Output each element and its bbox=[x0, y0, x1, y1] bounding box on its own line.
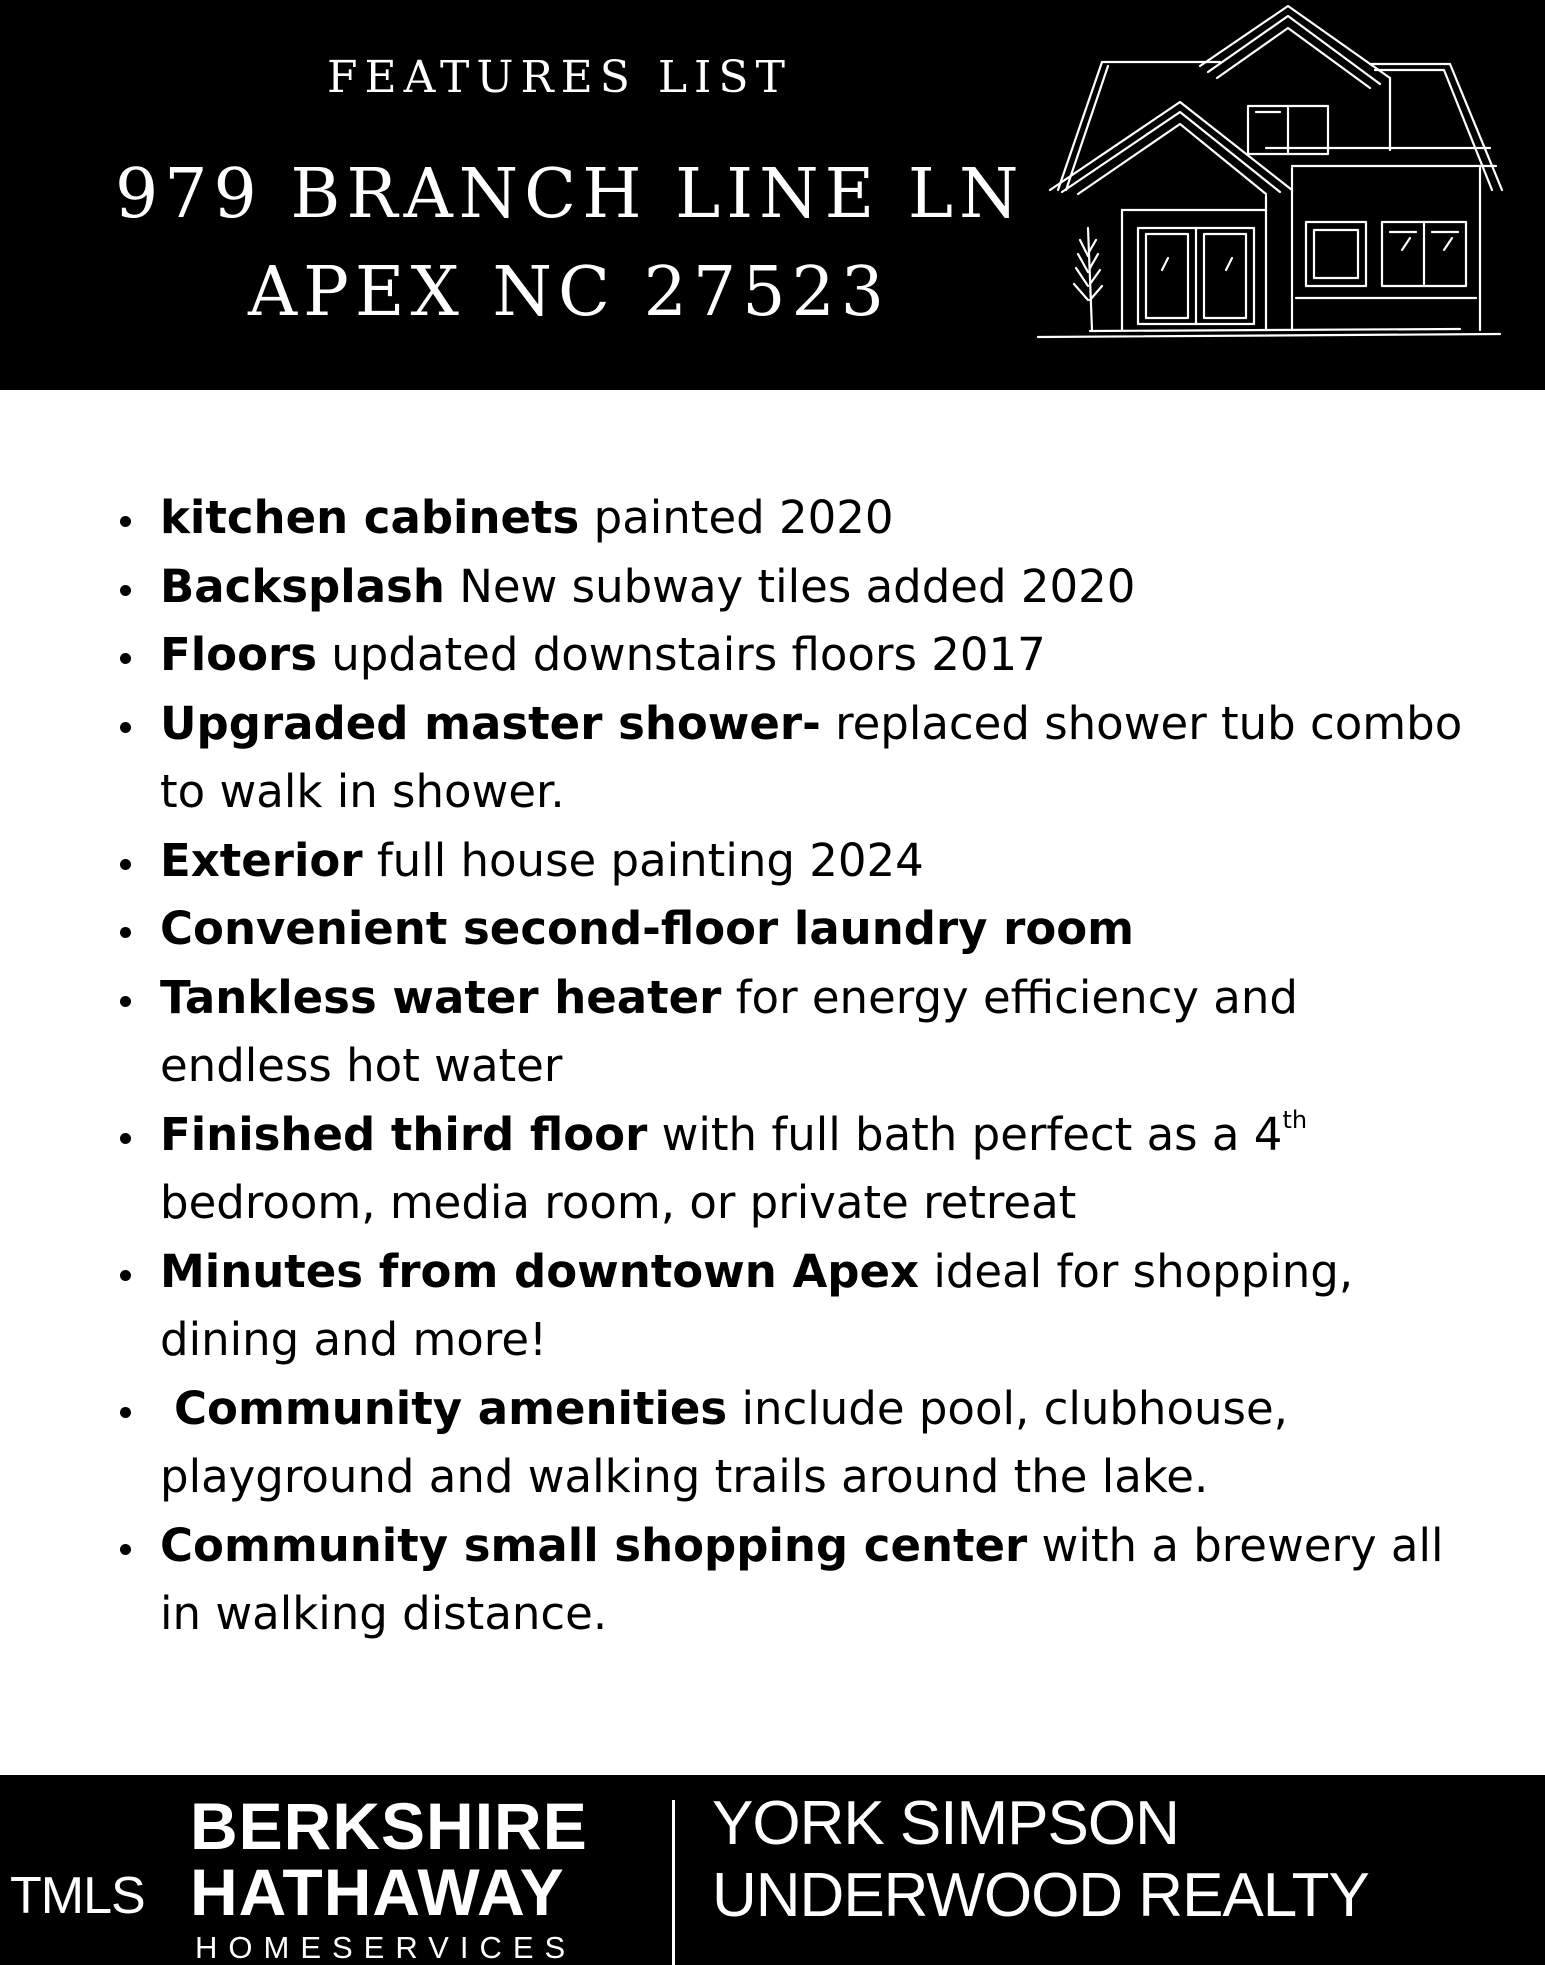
list-item: Community small shopping center with a brewery all in walking distance. bbox=[100, 1512, 1500, 1649]
brand-berkshire: BERKSHIRE bbox=[190, 1789, 588, 1863]
house-sketch-icon bbox=[1030, 0, 1510, 345]
list-item: Tankless water heater for energy efficiency and endless hot water bbox=[100, 964, 1500, 1101]
features-list-heading: FEATURES LIST bbox=[327, 52, 792, 103]
brand-hathaway: HATHAWAY bbox=[190, 1855, 565, 1929]
list-item: Upgraded master shower- replaced shower tub combo to walk in shower. bbox=[100, 690, 1500, 827]
office-name-line-2: UNDERWOOD REALTY bbox=[712, 1861, 1369, 1930]
list-item: kitchen cabinets painted 2020 bbox=[100, 484, 1500, 553]
list-item: Finished third floor with full bath perfect as a 4th bedroom, media room, or private retreat bbox=[100, 1101, 1500, 1238]
address-line-1: 979 BRANCH LINE LN bbox=[115, 155, 1025, 234]
header-banner bbox=[0, 0, 1545, 390]
footer-divider bbox=[672, 1800, 675, 1965]
brand-homeservices: HOMESERVICES bbox=[195, 1930, 577, 1965]
list-item: Community amenities include pool, clubhouse, playground and walking trails around the lake. bbox=[100, 1375, 1500, 1512]
features-list bbox=[100, 484, 1500, 1649]
tmls-label: TMLS bbox=[10, 1867, 145, 1925]
list-item: Convenient second-floor laundry room bbox=[100, 895, 1500, 964]
address-line-2: APEX NC 27523 bbox=[248, 253, 890, 332]
list-item: Backsplash New subway tiles added 2020 bbox=[100, 553, 1500, 622]
footer-banner bbox=[0, 1775, 1545, 1965]
list-item: Floors updated downstairs floors 2017 bbox=[100, 621, 1500, 690]
list-item: Minutes from downtown Apex ideal for shopping, dining and more! bbox=[100, 1238, 1500, 1375]
office-name-line-1: YORK SIMPSON bbox=[712, 1789, 1179, 1858]
list-item: Exterior full house painting 2024 bbox=[100, 827, 1500, 896]
